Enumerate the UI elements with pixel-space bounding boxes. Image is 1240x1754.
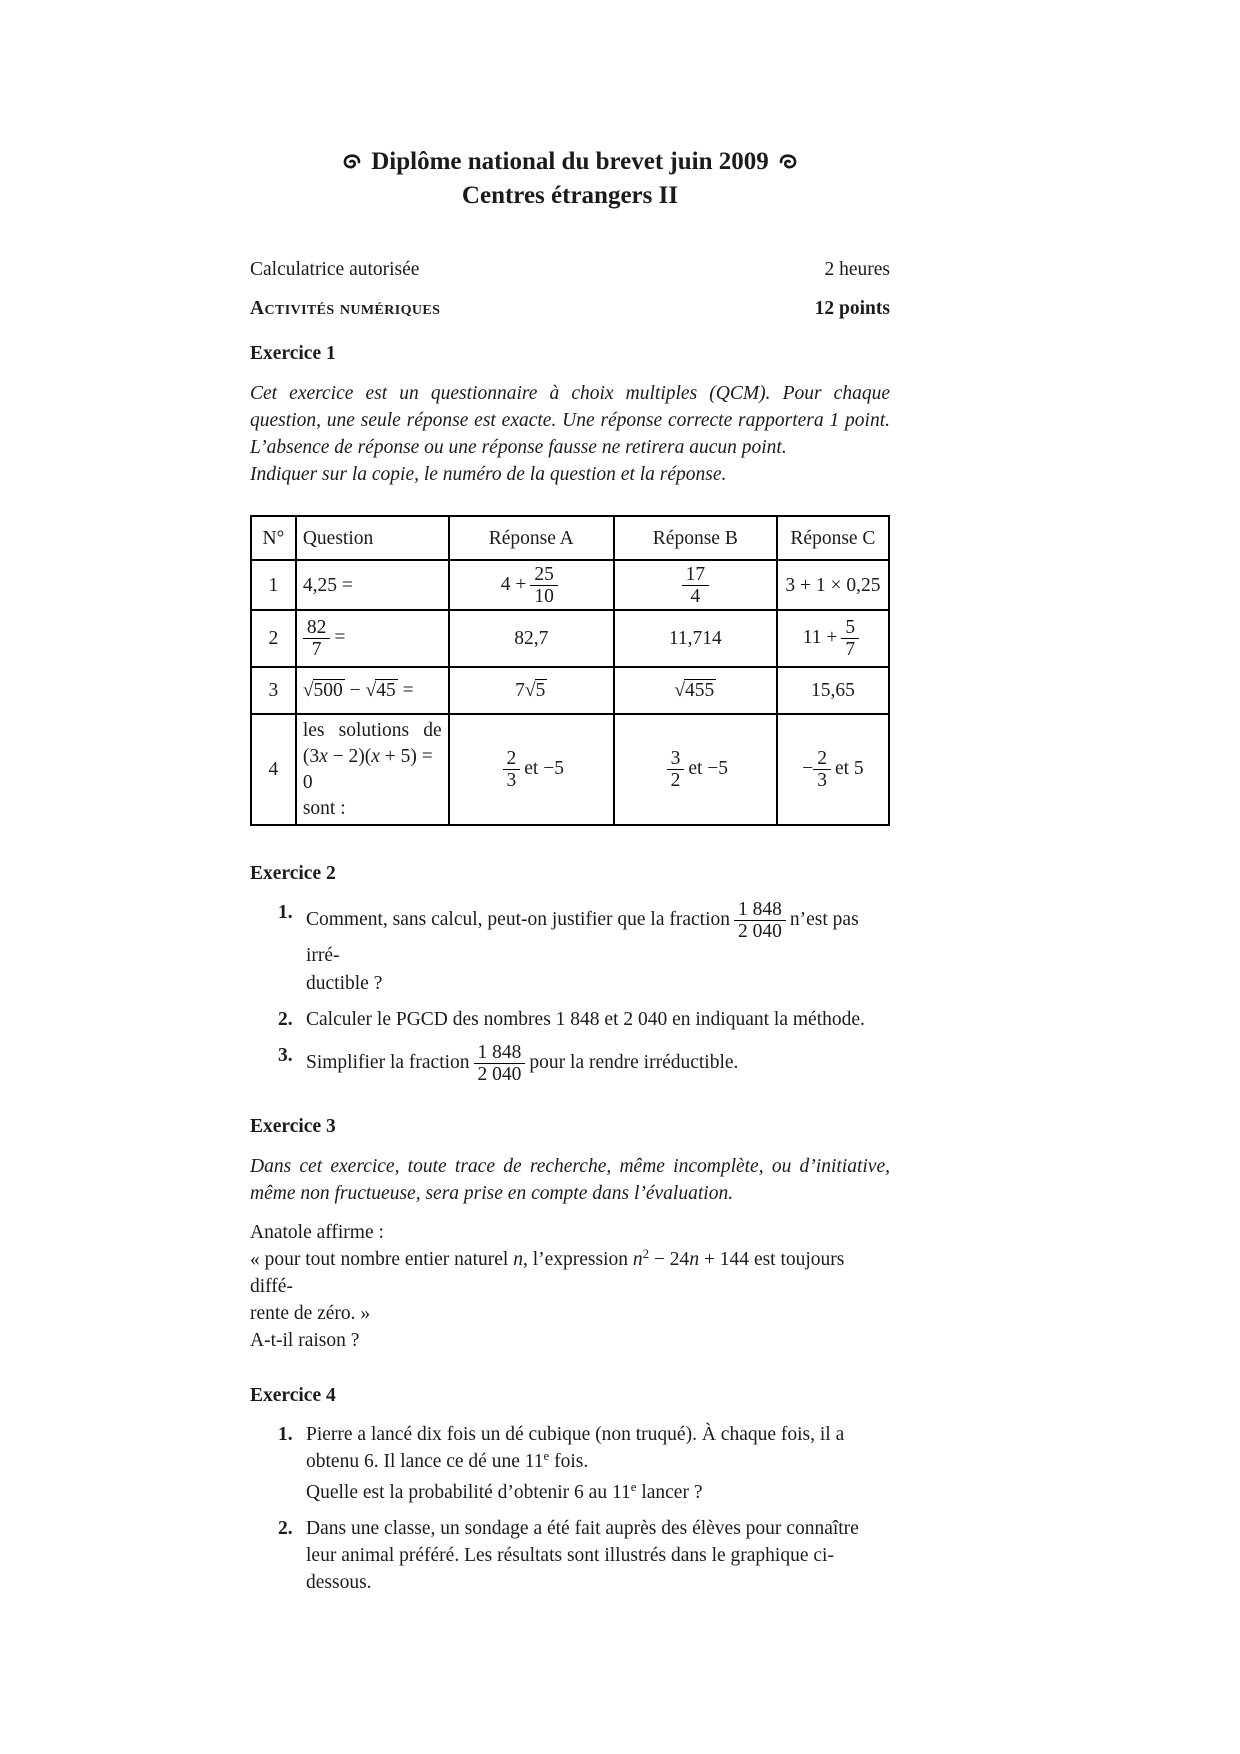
claim-quote-line2: rente de zéro. » <box>250 1303 371 1324</box>
row2-answer-a: 82,7 <box>449 610 614 667</box>
row3-number: 3 <box>251 667 296 714</box>
numerator: 1 848 <box>734 899 786 921</box>
row2-number: 2 <box>251 610 296 667</box>
item1-line2: ductible ? <box>306 973 383 994</box>
numerator: 1 848 <box>474 1042 526 1064</box>
item-body: Dans une classe, un sondage a été fait auprès des élèves pour connaître leur animal préféré. Les résultats sont illustrés dans le graphique ci-dessous. <box>306 1518 859 1593</box>
row3-answer-a <box>449 667 614 714</box>
exercise4-list <box>250 1421 890 1596</box>
exercise2-heading: Exercice 2 <box>250 863 336 884</box>
row4-question <box>296 714 449 825</box>
denominator: 2 040 <box>738 921 782 942</box>
radical-sign: √ <box>302 680 314 701</box>
variable-n: n <box>513 1249 523 1270</box>
numerator: 17 <box>682 564 710 586</box>
fraction <box>303 617 331 660</box>
calculator-note: Calculatrice autorisée <box>250 259 420 280</box>
denominator: 2 040 <box>477 1064 522 1085</box>
row1-answer-b <box>614 560 777 610</box>
ordinal-sup: e <box>543 1449 550 1463</box>
row3-answer-b <box>614 667 777 714</box>
denominator: 2 <box>670 770 681 791</box>
item1-question <box>306 1479 890 1506</box>
row1-answer-c: 3 + 1 × 0,25 <box>777 560 889 610</box>
ordinal-sup: e <box>630 1480 637 1494</box>
denominator: 3 <box>506 770 517 791</box>
row3-a-coef: 7 <box>515 680 525 701</box>
qcm-row-2 <box>251 610 889 667</box>
qcm-header-a: Réponse A <box>449 516 614 560</box>
qcm-row-4 <box>251 714 889 825</box>
list-item <box>250 1042 890 1085</box>
sqrt-expression <box>674 680 716 701</box>
exponent: 2 <box>642 1247 650 1261</box>
item1-pre: Pierre a lancé dix fois un dé cubique (non truqué). À chaque fois, il a obtenu 6. Il lance ce dé une 11 <box>306 1424 845 1472</box>
item-body <box>306 899 890 997</box>
row2-answer-c <box>777 610 889 667</box>
variable-x: x <box>319 746 328 767</box>
exercise1-heading: Exercice 1 <box>250 343 336 364</box>
qcm-header-row <box>251 516 889 560</box>
row1-a-pre: 4 + <box>500 573 527 595</box>
item-number: 1. <box>278 1424 293 1445</box>
qcm-header-question: Question <box>296 516 449 560</box>
row4-q-equation <box>303 744 442 796</box>
item-number: 2. <box>278 1009 293 1030</box>
item1-pre: Comment, sans calcul, peut-on justifier que la fraction <box>306 908 731 930</box>
exercise3-note: Dans cet exercice, toute trace de recherche, même incomplète, ou d’initiative, même non fructueuse, sera prise en compte dans l’évaluation. <box>250 1156 890 1204</box>
list-item <box>250 1515 890 1596</box>
row1-answer-a <box>449 560 614 610</box>
radical-sign: √ <box>365 680 377 701</box>
claim-intro: Anatole affirme : <box>250 1222 384 1243</box>
row3-question <box>296 667 449 714</box>
title-line1 <box>250 146 890 180</box>
row4-answer-c <box>777 714 889 825</box>
sqrt-expression <box>525 680 547 701</box>
fraction <box>734 899 786 942</box>
radicand: 500 <box>313 680 343 701</box>
row2-answer-b: 11,714 <box>614 610 777 667</box>
row3-minus: − <box>349 680 361 701</box>
exercise3-claim <box>250 1219 890 1354</box>
radicand: 455 <box>685 680 715 701</box>
item3-post: pour la rendre irréductible. <box>529 1051 739 1073</box>
row4-q-line3: sont : <box>302 798 346 819</box>
row4-b-post: et −5 <box>688 757 729 779</box>
qcm-header-c: Réponse C <box>777 516 889 560</box>
numerator: 2 <box>813 748 831 770</box>
list-item <box>250 1006 890 1033</box>
list-item <box>250 899 890 997</box>
variable-n: n <box>632 1249 643 1270</box>
page-title <box>250 0 890 212</box>
denominator: 7 <box>311 639 322 660</box>
eq-part: − 2)( <box>327 746 372 767</box>
denominator: 10 <box>534 585 554 607</box>
quote-pre: « pour tout nombre entier naturel <box>250 1249 514 1270</box>
numerator: 2 <box>503 748 521 770</box>
sqrt-expression <box>366 680 398 701</box>
swirl-ornament-right-icon <box>779 148 806 180</box>
row4-answer-a <box>449 714 614 825</box>
denominator: 3 <box>817 770 827 791</box>
swirl-ornament-left-icon <box>334 148 361 180</box>
item1-mid: fois. <box>549 1451 589 1472</box>
row4-number: 4 <box>251 714 296 825</box>
item-body: Calculer le PGCD des nombres 1 848 et 2 040 en indiquant la méthode. <box>306 1009 865 1030</box>
row3-answer-c: 15,65 <box>777 667 889 714</box>
numerator: 5 <box>841 617 859 639</box>
radicand: 45 <box>376 680 396 701</box>
exercise1-intro-text: Cet exercice est un questionnaire à choix multiples (QCM). Pour chaque question, une seule réponse est exacte. Une réponse correcte rapportera 1 point. L’absence de réponse ou une réponse fausse ne retirera aucun point. <box>250 383 890 458</box>
exercise4-heading: Exercice 4 <box>250 1385 336 1406</box>
row1-question: 4,25 = <box>296 560 449 610</box>
variable-n: n <box>689 1249 700 1270</box>
q-post: lancer ? <box>636 1482 703 1503</box>
document-content <box>250 0 890 1596</box>
expr-mid: − 24 <box>649 1249 690 1270</box>
item-body <box>306 1042 890 1085</box>
fraction <box>682 564 710 607</box>
title-text-line1: Diplôme national du brevet juin 2009 <box>371 148 769 175</box>
row4-c-sign: − <box>802 757 814 779</box>
variable-x: x <box>371 746 380 767</box>
row4-q-line1: les solutions de <box>302 720 442 741</box>
q-pre: Quelle est la probabilité d’obtenir 6 au 11 <box>306 1482 631 1503</box>
exercise3-question: A-t-il raison ? <box>250 1330 360 1351</box>
fraction <box>813 748 831 791</box>
numerator: 3 <box>667 748 685 770</box>
row2-question <box>296 610 449 667</box>
fraction <box>503 748 521 791</box>
points-label: 12 points <box>814 298 890 319</box>
qcm-header-b: Réponse B <box>614 516 777 560</box>
numerator: 82 <box>303 617 331 639</box>
fraction <box>667 748 685 791</box>
row1-number: 1 <box>251 560 296 610</box>
expr-post: + 144 <box>699 1249 750 1270</box>
qcm-row-1 <box>251 560 889 610</box>
quote-post: est toujours diffé- <box>250 1249 845 1297</box>
section-row <box>250 295 890 322</box>
exercise1-intro <box>250 380 890 461</box>
row2-c-pre: 11 + <box>802 626 838 648</box>
list-item <box>250 1421 890 1506</box>
item-number: 3. <box>278 1045 293 1066</box>
qcm-row-3 <box>251 667 889 714</box>
radical-sign: √ <box>524 680 536 701</box>
row4-answer-b <box>614 714 777 825</box>
row2-q-equals: = <box>334 626 346 648</box>
row4-c-post: et 5 <box>834 757 864 779</box>
denominator: 7 <box>845 639 856 660</box>
claim-quote <box>250 1246 890 1300</box>
sqrt-expression <box>303 680 345 701</box>
eq-part: (3 <box>302 746 320 767</box>
row4-a-post: et −5 <box>524 757 564 779</box>
fraction <box>841 617 859 660</box>
quote-mid: , l’expression <box>522 1249 633 1270</box>
item-number: 1. <box>278 902 293 923</box>
qcm-table <box>250 515 890 826</box>
row3-equals: = <box>402 680 414 701</box>
qcm-header-num: N° <box>251 516 296 560</box>
radicand: 5 <box>535 680 546 701</box>
duration: 2 heures <box>824 259 890 280</box>
fraction <box>474 1042 526 1085</box>
section-label: Activités numériques <box>250 298 441 319</box>
exercise1-instruction: Indiquer sur la copie, le numéro de la question et la réponse. <box>250 464 727 485</box>
radical-sign: √ <box>674 680 686 701</box>
exercise3-heading: Exercice 3 <box>250 1116 336 1137</box>
meta-row <box>250 256 890 283</box>
eq-part: + 5) = 0 <box>302 746 433 793</box>
item3-pre: Simplifier la fraction <box>306 1051 470 1073</box>
exercise2-list <box>250 899 890 1085</box>
denominator: 4 <box>690 585 701 607</box>
fraction <box>530 564 558 607</box>
numerator: 25 <box>530 564 558 586</box>
item1-post: n’est pas irré- <box>306 908 859 966</box>
item-number: 2. <box>278 1518 293 1539</box>
title-line2: Centres étrangers II <box>461 182 679 209</box>
item-body <box>306 1421 890 1506</box>
